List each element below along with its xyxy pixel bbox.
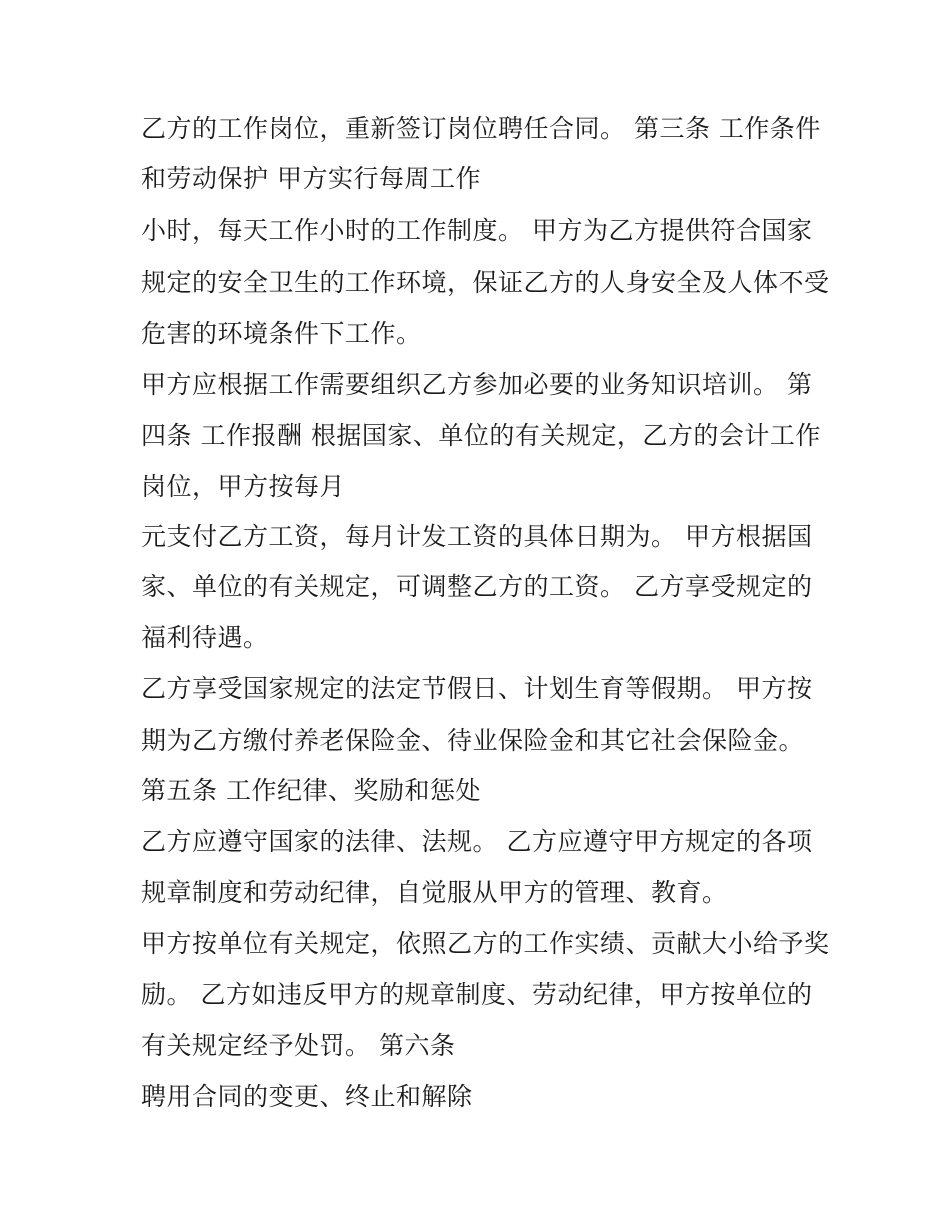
text-line: 和劳动保护 甲方实行每周工作	[141, 164, 481, 193]
text-line: 期为乙方缴付养老保险金、待业保险金和其它社会保险金。	[141, 726, 805, 755]
section-heading: 聘用合同的变更、终止和解除	[141, 1082, 473, 1111]
text-line: 规章制度和劳动纪律，自觉服从甲方的管理、教育。	[141, 878, 728, 907]
text-line: 四条 工作报酬 根据国家、单位的有关规定，乙方的会计工作	[141, 421, 821, 450]
text-line: 小时，每天工作小时的工作制度。 甲方为乙方提供符合国家	[141, 216, 813, 245]
text-line: 岗位，甲方按每月	[141, 472, 346, 501]
text-line: 甲方应根据工作需要组织乙方参加必要的业务知识培训。 第	[141, 370, 813, 399]
text-line: 元支付乙方工资，每月计发工资的具体日期为。 甲方根据国	[141, 522, 813, 551]
text-line: 有关规定经予处罚。 第六条	[141, 1031, 456, 1060]
text-line: 家、单位的有关规定，可调整乙方的工资。 乙方享受规定的	[141, 572, 813, 601]
text-line: 规定的安全卫生的工作环境，保证乙方的人身安全及人体不受	[141, 268, 830, 297]
text-line: 福利待遇。	[141, 623, 269, 652]
text-line: 乙方享受国家规定的法定节假日、计划生育等假期。 甲方按	[141, 674, 813, 703]
text-line: 甲方按单位有关规定，依照乙方的工作实绩、贡献大小给予奖	[141, 929, 830, 958]
text-line: 励。 乙方如违反甲方的规章制度、劳动纪律，甲方按单位的	[141, 980, 813, 1009]
text-line: 乙方应遵守国家的法律、法规。 乙方应遵守甲方规定的各项	[141, 827, 813, 856]
text-line: 乙方的工作岗位，重新签订岗位聘任合同。 第三条 工作条件	[141, 114, 821, 143]
text-line: 危害的环境条件下工作。	[141, 319, 422, 348]
section-heading: 第五条 工作纪律、奖励和惩处	[141, 776, 481, 805]
